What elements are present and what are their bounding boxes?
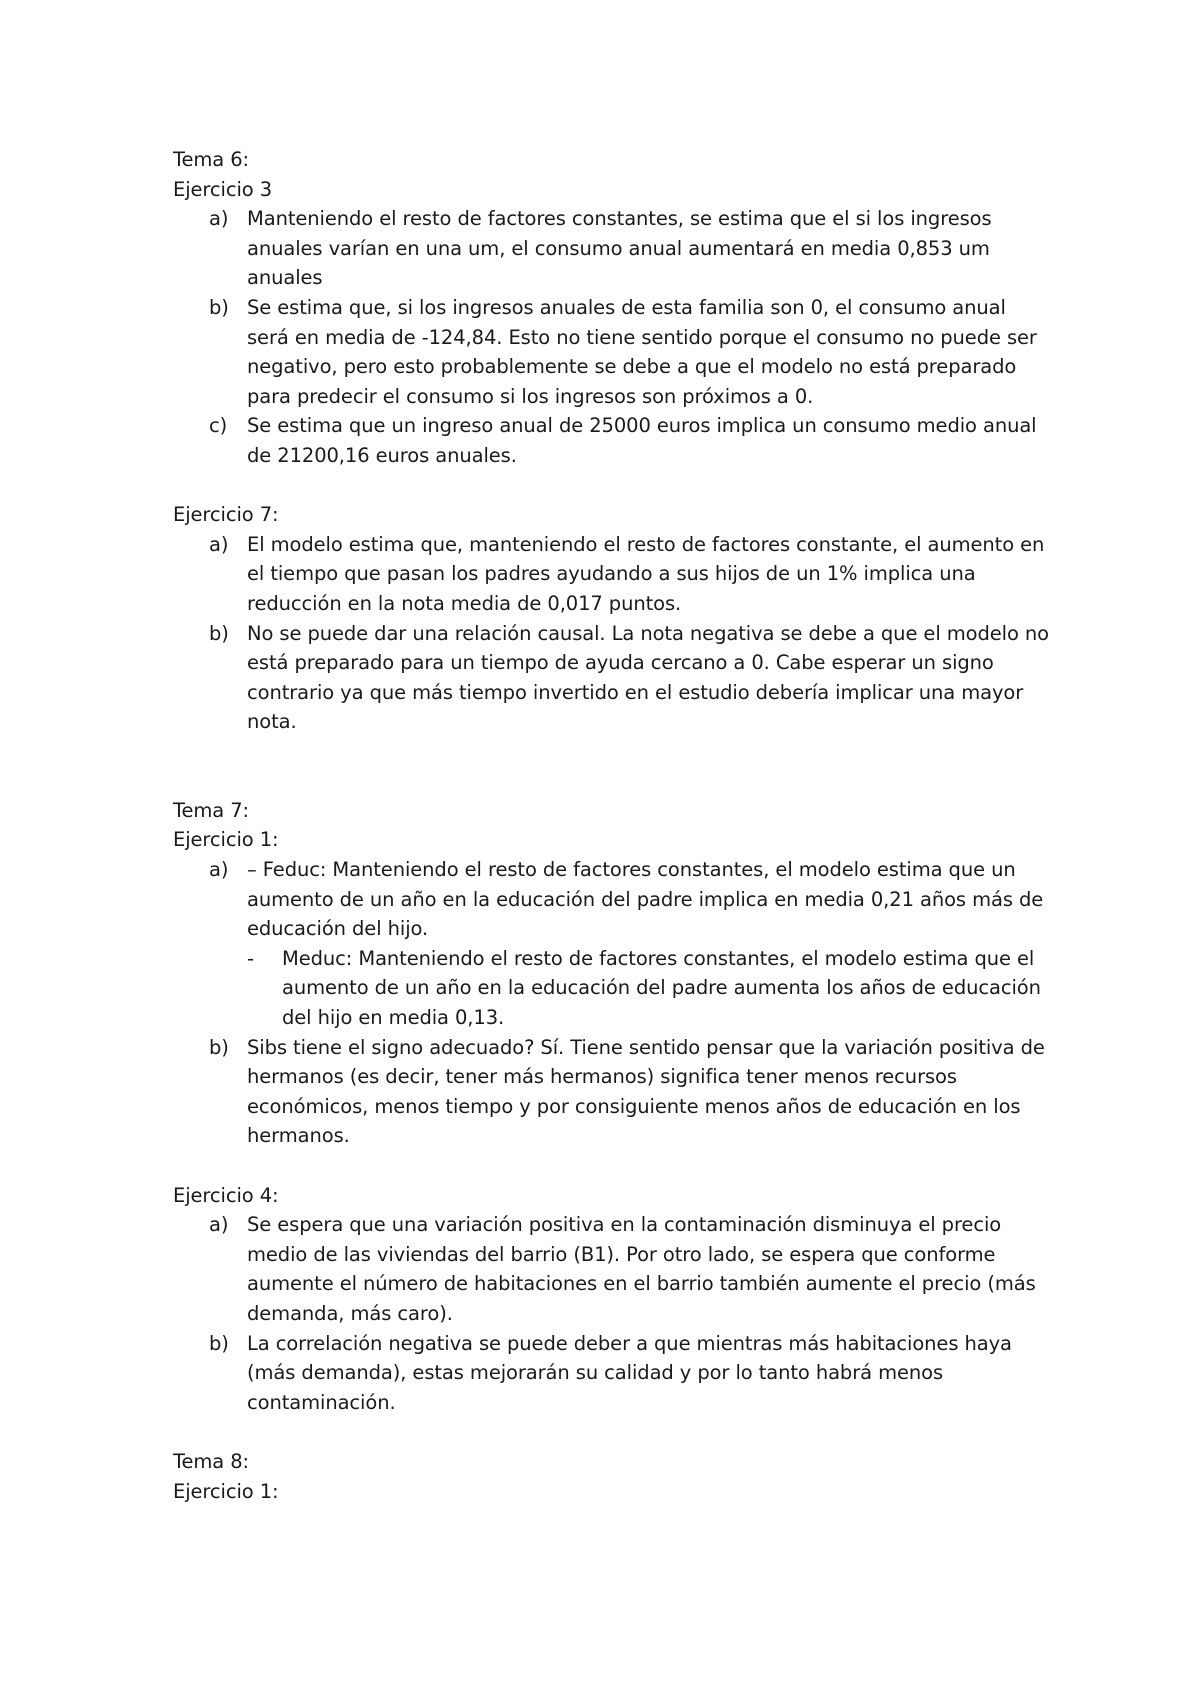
list-marker: c) (209, 414, 228, 438)
list-item (173, 855, 1053, 1033)
list-marker: b) (209, 1331, 229, 1355)
list-item-text: Manteniendo el resto de factores constantes, se estima que el si los ingresos anuales varían en una um, el consumo anual aumentará en media 0,853 um anuales (247, 207, 992, 290)
list-item-text: No se puede dar una relación causal. La nota negativa se debe a que el modelo no está preparado para un tiempo de ayuda cercano a 0. Cabe esperar un signo contrario ya que más tiempo invertido en el estudio debería implicar una mayor nota. (247, 621, 1049, 734)
spacer (173, 1151, 1053, 1181)
list-item (173, 293, 1053, 411)
list-item-text: Se espera que una variación positiva en la contaminación disminuya el precio medio de las viviendas del barrio (B1). Por otro lado, se espera que conforme aumente el número de habitaciones en el barrio también aumente el precio (más demanda, más caro). (247, 1213, 1036, 1325)
sub-list-marker: - (247, 946, 254, 970)
list-marker: b) (209, 295, 229, 319)
spacer (173, 471, 1053, 501)
list-item-text: Se estima que, si los ingresos anuales de esta familia son 0, el consumo anual será en media de -124,84. Esto no tiene sentido porque el consumo no puede ser negativo, pero esto probablemente se debe a que el modelo no está preparado para predecir el consumo si los ingresos son próximos a 0. (247, 295, 1037, 408)
list-item-text: – Feduc: Manteniendo el resto de factores constantes, el modelo estima que un aumento de un año en la educación del padre implica en media 0,21 años más de educación del hijo. (247, 858, 1044, 941)
sub-list-item (247, 944, 1053, 1033)
list-item-text: El modelo estima que, manteniendo el resto de factores constante, el aumento en el tiempo que pasan los padres ayudando a sus hijos de un 1% implica una reducción en la nota media de 0,017 puntos. (247, 532, 1045, 615)
spacer (173, 1417, 1053, 1447)
ejercicio-7-list (173, 530, 1053, 737)
ejercicio-4-list (173, 1210, 1053, 1417)
list-marker: b) (209, 621, 229, 645)
sub-list-item-text: Meduc: Manteniendo el resto de factores constantes, el modelo estima que el aumento de un año en la educación del padre aumenta los años de educación del hijo en media 0,13. (282, 946, 1041, 1030)
spacer (173, 737, 1053, 796)
list-item (173, 619, 1053, 737)
ejercicio-4-heading: Ejercicio 4: (173, 1183, 279, 1207)
ejercicio-3-list (173, 204, 1053, 470)
list-item (173, 204, 1053, 293)
ejercicio-7-heading: Ejercicio 7: (173, 503, 279, 527)
ejercicio-1-heading: Ejercicio 1: (173, 828, 279, 852)
tema-7-heading: Tema 7: (173, 798, 250, 822)
list-marker: a) (209, 207, 229, 231)
ejercicio-3-heading: Ejercicio 3 (173, 177, 273, 201)
list-item-text: Sibs tiene el signo adecuado? Sí. Tiene sentido pensar que la variación positiva de hermanos (es decir, tener más hermanos) significa tener menos recursos económicos, menos tiempo y por consiguiente menos años de educación en los hermanos. (247, 1035, 1045, 1148)
list-marker: b) (209, 1035, 229, 1059)
list-item (173, 1033, 1053, 1151)
list-item (173, 411, 1053, 470)
list-item-text: La correlación negativa se puede deber a que mientras más habitaciones haya (más demanda), estas mejorarán su calidad y por lo tanto habrá menos contaminación. (247, 1331, 1012, 1414)
tema-8-heading: Tema 8: (173, 1449, 250, 1473)
list-marker: a) (209, 858, 229, 882)
list-item (173, 1210, 1053, 1328)
ejercicio-1-heading-tema-8: Ejercicio 1: (173, 1479, 279, 1503)
list-item (173, 1329, 1053, 1418)
list-item-text: Se estima que un ingreso anual de 25000 euros implica un consumo medio anual de 21200,16 euros anuales. (247, 414, 1037, 467)
list-item (173, 530, 1053, 619)
list-marker: a) (209, 532, 229, 556)
tema-6-heading: Tema 6: (173, 148, 250, 171)
ejercicio-1-list (173, 855, 1053, 1151)
document-body (173, 145, 1053, 1506)
list-marker: a) (209, 1213, 229, 1237)
